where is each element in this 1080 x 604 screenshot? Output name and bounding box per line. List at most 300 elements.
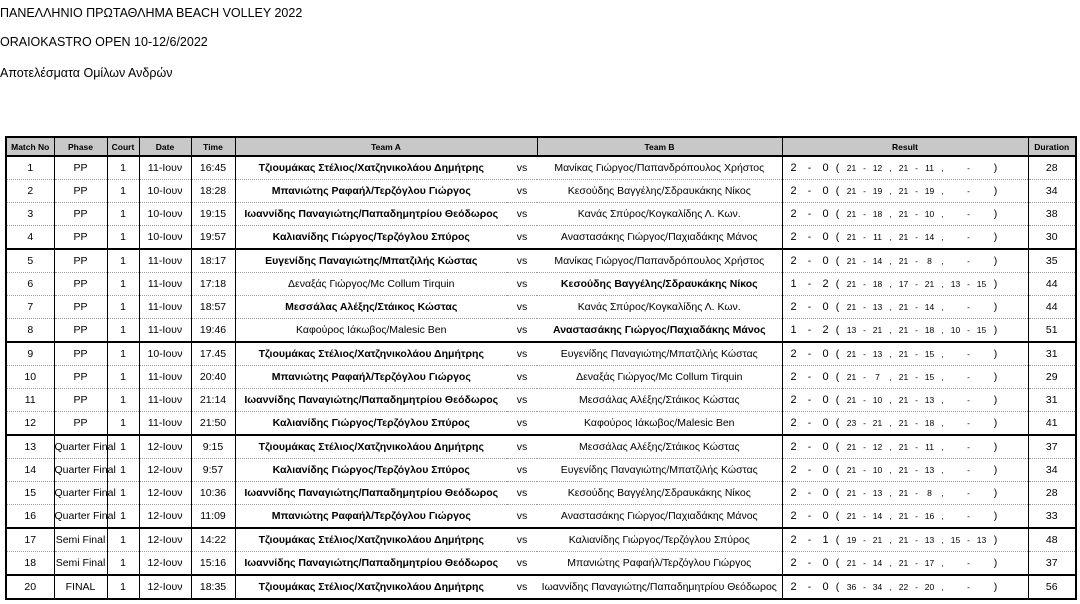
match-no: 3 bbox=[6, 203, 54, 226]
team-b: Αναστασάκης Γιώργος/Παχιαδάκης Μάνος bbox=[537, 505, 782, 529]
set-score-a: 21 bbox=[846, 349, 857, 359]
section-title: Αποτελέσματα Ομίλων Ανδρών bbox=[0, 66, 173, 80]
match-result bbox=[782, 249, 1028, 273]
close-paren: ) bbox=[993, 255, 998, 267]
score-dash: - bbox=[807, 185, 812, 197]
col-court: Court bbox=[107, 137, 139, 156]
match-date: 12-Ιουν bbox=[139, 575, 191, 599]
sets-won-b: 0 bbox=[822, 371, 829, 383]
match-time: 19:46 bbox=[191, 319, 235, 343]
table-row bbox=[6, 180, 1076, 203]
set-separator: - bbox=[915, 418, 918, 428]
col-team-b: Team B bbox=[537, 137, 782, 156]
set-score-a: 22 bbox=[898, 582, 909, 592]
match-date: 12-Ιουν bbox=[139, 552, 191, 576]
results-table bbox=[5, 136, 1077, 600]
set-separator: - bbox=[967, 442, 970, 452]
match-time: 17:18 bbox=[191, 273, 235, 296]
set-comma: , bbox=[941, 302, 944, 312]
vs-label: vs bbox=[507, 319, 537, 343]
open-paren: ( bbox=[835, 557, 840, 569]
match-duration: 35 bbox=[1028, 249, 1076, 273]
vs-label: vs bbox=[507, 459, 537, 482]
set-score-b: 21 bbox=[872, 418, 883, 428]
close-paren: ) bbox=[993, 231, 998, 243]
set-separator: - bbox=[915, 325, 918, 335]
page-title: ΠΑΝΕΛΛΗΝΙΟ ΠΡΩΤΑΘΛΗΜΑ BEACH VOLLEY 2022 bbox=[0, 6, 303, 20]
set-score-a: 21 bbox=[898, 535, 909, 545]
set-score-a: 15 bbox=[950, 535, 961, 545]
sets-won-a: 2 bbox=[790, 371, 797, 383]
team-a: Καλιανίδης Γιώργος/Τερζόγλου Σπύρος bbox=[235, 412, 507, 436]
team-a: Μπανιώτης Ραφαήλ/Τερζόγλου Γιώργος bbox=[235, 180, 507, 203]
match-result bbox=[782, 296, 1028, 319]
set-score-a: 17 bbox=[898, 279, 909, 289]
team-a: Μπανιώτης Ραφαήλ/Τερζόγλου Γιώργος bbox=[235, 505, 507, 529]
set-score-b: 8 bbox=[927, 256, 932, 266]
set-separator: - bbox=[863, 395, 866, 405]
match-duration: 37 bbox=[1028, 552, 1076, 576]
set-comma: , bbox=[889, 256, 892, 266]
match-duration: 44 bbox=[1028, 273, 1076, 296]
set-separator: - bbox=[863, 349, 866, 359]
match-duration: 28 bbox=[1028, 156, 1076, 180]
sets-won-b: 0 bbox=[822, 348, 829, 360]
table-row bbox=[6, 319, 1076, 343]
match-result bbox=[782, 552, 1028, 576]
match-date: 12-Ιουν bbox=[139, 459, 191, 482]
set-separator: - bbox=[863, 535, 866, 545]
set-separator: - bbox=[967, 163, 970, 173]
vs-label: vs bbox=[507, 575, 537, 599]
match-no: 13 bbox=[6, 435, 54, 459]
match-phase: PP bbox=[54, 389, 107, 412]
match-date: 12-Ιουν bbox=[139, 435, 191, 459]
sets-won-b: 0 bbox=[822, 231, 829, 243]
match-time: 14:22 bbox=[191, 528, 235, 552]
match-result bbox=[782, 528, 1028, 552]
match-phase: PP bbox=[54, 342, 107, 366]
set-score-b: 12 bbox=[872, 163, 883, 173]
set-score-a: 21 bbox=[898, 209, 909, 219]
set-comma: , bbox=[941, 395, 944, 405]
set-separator: - bbox=[863, 325, 866, 335]
sets-won-b: 0 bbox=[822, 185, 829, 197]
set-separator: - bbox=[915, 256, 918, 266]
set-score-a: 21 bbox=[898, 349, 909, 359]
match-court: 1 bbox=[107, 459, 139, 482]
set-separator: - bbox=[967, 511, 970, 521]
sets-won-a: 2 bbox=[790, 510, 797, 522]
match-time: 18:57 bbox=[191, 296, 235, 319]
vs-label: vs bbox=[507, 528, 537, 552]
match-court: 1 bbox=[107, 180, 139, 203]
team-a: Ευγενίδης Παναγιώτης/Μπατζιλής Κώστας bbox=[235, 249, 507, 273]
sets-won-a: 2 bbox=[790, 487, 797, 499]
set-score-a: 21 bbox=[898, 558, 909, 568]
sets-won-b: 0 bbox=[822, 464, 829, 476]
table-row bbox=[6, 249, 1076, 273]
match-court: 1 bbox=[107, 389, 139, 412]
set-score-b: 15 bbox=[976, 325, 987, 335]
set-score-b: 11 bbox=[925, 442, 934, 452]
match-court: 1 bbox=[107, 412, 139, 436]
set-comma: , bbox=[941, 442, 944, 452]
close-paren: ) bbox=[993, 394, 998, 406]
sets-won-a: 2 bbox=[790, 557, 797, 569]
set-separator: - bbox=[863, 279, 866, 289]
team-a: Καλιανίδης Γιώργος/Τερζόγλου Σπύρος bbox=[235, 459, 507, 482]
set-comma: , bbox=[889, 163, 892, 173]
set-separator: - bbox=[915, 372, 918, 382]
set-separator: - bbox=[863, 372, 866, 382]
match-court: 1 bbox=[107, 319, 139, 343]
sets-won-b: 0 bbox=[822, 441, 829, 453]
match-phase: PP bbox=[54, 273, 107, 296]
match-duration: 33 bbox=[1028, 505, 1076, 529]
match-court: 1 bbox=[107, 435, 139, 459]
match-phase: PP bbox=[54, 156, 107, 180]
team-b: Μπανιώτης Ραφαήλ/Τερζόγλου Γιώργος bbox=[537, 552, 782, 576]
match-date: 10-Ιουν bbox=[139, 226, 191, 250]
sets-won-b: 0 bbox=[822, 208, 829, 220]
set-separator: - bbox=[863, 465, 866, 475]
open-paren: ( bbox=[835, 185, 840, 197]
team-b: Ιωαννίδης Παναγιώτης/Παπαδημητρίου Θεόδωρος bbox=[537, 575, 782, 599]
vs-label: vs bbox=[507, 389, 537, 412]
team-b: Καλιανίδης Γιώργος/Τερζόγλου Σπύρος bbox=[537, 528, 782, 552]
team-b: Ευγενίδης Παναγιώτης/Μπατζιλής Κώστας bbox=[537, 459, 782, 482]
match-court: 1 bbox=[107, 366, 139, 389]
set-score-b: 21 bbox=[872, 535, 883, 545]
match-time: 11:09 bbox=[191, 505, 235, 529]
set-score-b: 13 bbox=[976, 535, 987, 545]
match-date: 11-Ιουν bbox=[139, 156, 191, 180]
match-date: 10-Ιουν bbox=[139, 203, 191, 226]
vs-label: vs bbox=[507, 180, 537, 203]
set-score-a: 19 bbox=[846, 535, 857, 545]
score-dash: - bbox=[807, 255, 812, 267]
match-court: 1 bbox=[107, 273, 139, 296]
set-separator: - bbox=[967, 256, 970, 266]
set-score-a: 21 bbox=[846, 302, 857, 312]
set-separator: - bbox=[915, 163, 918, 173]
match-duration: 28 bbox=[1028, 482, 1076, 505]
match-duration: 31 bbox=[1028, 389, 1076, 412]
set-score-b: 13 bbox=[872, 349, 883, 359]
match-court: 1 bbox=[107, 575, 139, 599]
set-comma: , bbox=[889, 372, 892, 382]
table-row bbox=[6, 156, 1076, 180]
set-comma: , bbox=[889, 511, 892, 521]
match-court: 1 bbox=[107, 342, 139, 366]
set-comma: , bbox=[941, 209, 944, 219]
set-score-a: 21 bbox=[898, 418, 909, 428]
set-score-a: 21 bbox=[898, 163, 909, 173]
table-row bbox=[6, 459, 1076, 482]
match-court: 1 bbox=[107, 552, 139, 576]
match-court: 1 bbox=[107, 249, 139, 273]
col-result: Result bbox=[782, 137, 1028, 156]
set-score-a: 21 bbox=[846, 488, 857, 498]
set-separator: - bbox=[915, 395, 918, 405]
team-b: Κεσούδης Βαγγέλης/Σδραυκάκης Νίκος bbox=[537, 273, 782, 296]
close-paren: ) bbox=[993, 301, 998, 313]
set-score-b: 19 bbox=[924, 186, 935, 196]
set-score-b: 14 bbox=[872, 558, 883, 568]
match-phase: PP bbox=[54, 319, 107, 343]
sets-won-a: 2 bbox=[790, 231, 797, 243]
score-dash: - bbox=[807, 231, 812, 243]
set-comma: , bbox=[941, 535, 944, 545]
open-paren: ( bbox=[835, 534, 840, 546]
set-separator: - bbox=[863, 232, 866, 242]
sets-won-a: 2 bbox=[790, 441, 797, 453]
set-score-a: 21 bbox=[846, 511, 857, 521]
sets-won-a: 2 bbox=[790, 255, 797, 267]
match-date: 12-Ιουν bbox=[139, 482, 191, 505]
sets-won-a: 2 bbox=[790, 301, 797, 313]
match-phase: Semi Final bbox=[54, 528, 107, 552]
score-dash: - bbox=[807, 557, 812, 569]
match-no: 9 bbox=[6, 342, 54, 366]
team-b: Κανάς Σπύρος/Κογκαλίδης Λ. Κων. bbox=[537, 203, 782, 226]
set-separator: - bbox=[863, 582, 866, 592]
match-time: 20:40 bbox=[191, 366, 235, 389]
set-score-b: 14 bbox=[924, 302, 935, 312]
match-time: 21:14 bbox=[191, 389, 235, 412]
match-time: 10:36 bbox=[191, 482, 235, 505]
match-court: 1 bbox=[107, 482, 139, 505]
match-time: 17.45 bbox=[191, 342, 235, 366]
match-no: 16 bbox=[6, 505, 54, 529]
match-phase: Quarter Final bbox=[54, 505, 107, 529]
set-comma: , bbox=[941, 418, 944, 428]
table-row bbox=[6, 389, 1076, 412]
set-separator: - bbox=[967, 186, 970, 196]
table-row bbox=[6, 505, 1076, 529]
match-court: 1 bbox=[107, 203, 139, 226]
match-duration: 29 bbox=[1028, 366, 1076, 389]
match-date: 10-Ιουν bbox=[139, 180, 191, 203]
close-paren: ) bbox=[993, 510, 998, 522]
team-a: Καφούρος Ιάκωβος/Malesic Ben bbox=[235, 319, 507, 343]
set-comma: , bbox=[941, 465, 944, 475]
table-row bbox=[6, 366, 1076, 389]
vs-label: vs bbox=[507, 552, 537, 576]
set-separator: - bbox=[915, 558, 918, 568]
set-separator: - bbox=[967, 232, 970, 242]
match-phase: PP bbox=[54, 203, 107, 226]
score-dash: - bbox=[807, 510, 812, 522]
match-phase: PP bbox=[54, 226, 107, 250]
match-duration: 51 bbox=[1028, 319, 1076, 343]
sets-won-a: 2 bbox=[790, 464, 797, 476]
team-a: Τζιουμάκας Στέλιος/Χατζηνικολάου Δημήτρης bbox=[235, 575, 507, 599]
match-result bbox=[782, 575, 1028, 599]
sets-won-a: 2 bbox=[790, 185, 797, 197]
match-no: 11 bbox=[6, 389, 54, 412]
sets-won-b: 2 bbox=[822, 278, 829, 290]
set-separator: - bbox=[863, 209, 866, 219]
team-a: Ιωαννίδης Παναγιώτης/Παπαδημητρίου Θεόδωρος bbox=[235, 552, 507, 576]
set-separator: - bbox=[915, 232, 918, 242]
vs-label: vs bbox=[507, 505, 537, 529]
open-paren: ( bbox=[835, 417, 840, 429]
set-comma: , bbox=[889, 442, 892, 452]
set-comma: , bbox=[889, 488, 892, 498]
team-a: Μπανιώτης Ραφαήλ/Τερζόγλου Γιώργος bbox=[235, 366, 507, 389]
set-score-b: 18 bbox=[872, 209, 883, 219]
sets-won-b: 0 bbox=[822, 417, 829, 429]
col-time: Time bbox=[191, 137, 235, 156]
set-separator: - bbox=[863, 256, 866, 266]
match-date: 11-Ιουν bbox=[139, 389, 191, 412]
vs-label: vs bbox=[507, 435, 537, 459]
set-separator: - bbox=[967, 209, 970, 219]
match-phase: Quarter Final bbox=[54, 435, 107, 459]
set-score-a: 21 bbox=[846, 163, 857, 173]
open-paren: ( bbox=[835, 162, 840, 174]
set-separator: - bbox=[915, 349, 918, 359]
match-court: 1 bbox=[107, 528, 139, 552]
set-score-a: 21 bbox=[898, 511, 909, 521]
open-paren: ( bbox=[835, 394, 840, 406]
set-score-b: 11 bbox=[873, 232, 882, 242]
sets-won-b: 0 bbox=[822, 162, 829, 174]
match-duration: 44 bbox=[1028, 296, 1076, 319]
set-separator: - bbox=[863, 163, 866, 173]
score-dash: - bbox=[807, 417, 812, 429]
col-match-no: Match No bbox=[6, 137, 54, 156]
sets-won-a: 2 bbox=[790, 417, 797, 429]
vs-label: vs bbox=[507, 156, 537, 180]
set-separator: - bbox=[915, 465, 918, 475]
match-duration: 31 bbox=[1028, 342, 1076, 366]
set-separator: - bbox=[967, 418, 970, 428]
set-separator: - bbox=[915, 511, 918, 521]
set-score-b: 14 bbox=[872, 511, 883, 521]
match-no: 10 bbox=[6, 366, 54, 389]
score-dash: - bbox=[807, 441, 812, 453]
set-comma: , bbox=[889, 558, 892, 568]
set-comma: , bbox=[941, 511, 944, 521]
set-comma: , bbox=[941, 232, 944, 242]
match-phase: PP bbox=[54, 412, 107, 436]
table-row bbox=[6, 435, 1076, 459]
set-score-b: 7 bbox=[875, 372, 880, 382]
set-score-a: 21 bbox=[898, 302, 909, 312]
close-paren: ) bbox=[993, 581, 998, 593]
set-separator: - bbox=[915, 209, 918, 219]
set-separator: - bbox=[967, 349, 970, 359]
team-a: Ιωαννίδης Παναγιώτης/Παπαδημητρίου Θεόδωρος bbox=[235, 482, 507, 505]
sets-won-a: 1 bbox=[790, 324, 797, 336]
set-separator: - bbox=[967, 488, 970, 498]
match-no: 7 bbox=[6, 296, 54, 319]
set-score-b: 11 bbox=[925, 163, 934, 173]
open-paren: ( bbox=[835, 510, 840, 522]
set-comma: , bbox=[889, 395, 892, 405]
set-comma: , bbox=[889, 349, 892, 359]
team-b: Αναστασάκης Γιώργος/Παχιαδάκης Μάνος bbox=[537, 226, 782, 250]
match-date: 12-Ιουν bbox=[139, 528, 191, 552]
set-score-b: 19 bbox=[872, 186, 883, 196]
match-date: 11-Ιουν bbox=[139, 412, 191, 436]
set-comma: , bbox=[889, 209, 892, 219]
close-paren: ) bbox=[993, 487, 998, 499]
sets-won-a: 2 bbox=[790, 348, 797, 360]
match-no: 18 bbox=[6, 552, 54, 576]
close-paren: ) bbox=[993, 208, 998, 220]
match-no: 14 bbox=[6, 459, 54, 482]
set-score-b: 17 bbox=[924, 558, 935, 568]
set-comma: , bbox=[941, 349, 944, 359]
match-date: 11-Ιουν bbox=[139, 296, 191, 319]
team-a: Τζιουμάκας Στέλιος/Χατζηνικολάου Δημήτρης bbox=[235, 156, 507, 180]
match-no: 4 bbox=[6, 226, 54, 250]
vs-label: vs bbox=[507, 342, 537, 366]
vs-label: vs bbox=[507, 482, 537, 505]
match-phase: PP bbox=[54, 249, 107, 273]
match-no: 6 bbox=[6, 273, 54, 296]
score-dash: - bbox=[807, 348, 812, 360]
set-score-a: 21 bbox=[846, 232, 857, 242]
team-b: Κεσούδης Βαγγέλης/Σδραυκάκης Νίκος bbox=[537, 180, 782, 203]
set-separator: - bbox=[967, 372, 970, 382]
close-paren: ) bbox=[993, 371, 998, 383]
match-duration: 48 bbox=[1028, 528, 1076, 552]
team-b: Αναστασάκης Γιώργος/Παχιαδάκης Μάνος bbox=[537, 319, 782, 343]
open-paren: ( bbox=[835, 441, 840, 453]
set-score-b: 15 bbox=[924, 372, 935, 382]
sets-won-a: 1 bbox=[790, 278, 797, 290]
open-paren: ( bbox=[835, 231, 840, 243]
sets-won-b: 0 bbox=[822, 487, 829, 499]
match-time: 18:28 bbox=[191, 180, 235, 203]
set-separator: - bbox=[967, 582, 970, 592]
open-paren: ( bbox=[835, 487, 840, 499]
vs-label: vs bbox=[507, 296, 537, 319]
close-paren: ) bbox=[993, 348, 998, 360]
set-score-a: 21 bbox=[846, 209, 857, 219]
set-comma: , bbox=[889, 232, 892, 242]
set-separator: - bbox=[915, 186, 918, 196]
set-separator: - bbox=[863, 418, 866, 428]
team-b: Κεσούδης Βαγγέλης/Σδραυκάκης Νίκος bbox=[537, 482, 782, 505]
match-time: 9:57 bbox=[191, 459, 235, 482]
set-score-b: 18 bbox=[872, 279, 883, 289]
set-comma: , bbox=[941, 186, 944, 196]
sets-won-b: 0 bbox=[822, 255, 829, 267]
score-dash: - bbox=[807, 464, 812, 476]
set-score-a: 21 bbox=[898, 488, 909, 498]
vs-label: vs bbox=[507, 412, 537, 436]
score-dash: - bbox=[807, 278, 812, 290]
set-score-a: 10 bbox=[950, 325, 961, 335]
sets-won-a: 2 bbox=[790, 581, 797, 593]
team-a: Ιωαννίδης Παναγιώτης/Παπαδημητρίου Θεόδωρος bbox=[235, 389, 507, 412]
match-result bbox=[782, 342, 1028, 366]
set-separator: - bbox=[915, 279, 918, 289]
set-separator: - bbox=[915, 302, 918, 312]
team-b: Δεναξάς Γιώργος/Mc Collum Tirquin bbox=[537, 366, 782, 389]
set-score-a: 21 bbox=[846, 372, 857, 382]
open-paren: ( bbox=[835, 464, 840, 476]
match-duration: 38 bbox=[1028, 203, 1076, 226]
score-dash: - bbox=[807, 581, 812, 593]
team-b: Μανίκας Γιώργος/Παπανδρόπουλος Χρήστος bbox=[537, 249, 782, 273]
